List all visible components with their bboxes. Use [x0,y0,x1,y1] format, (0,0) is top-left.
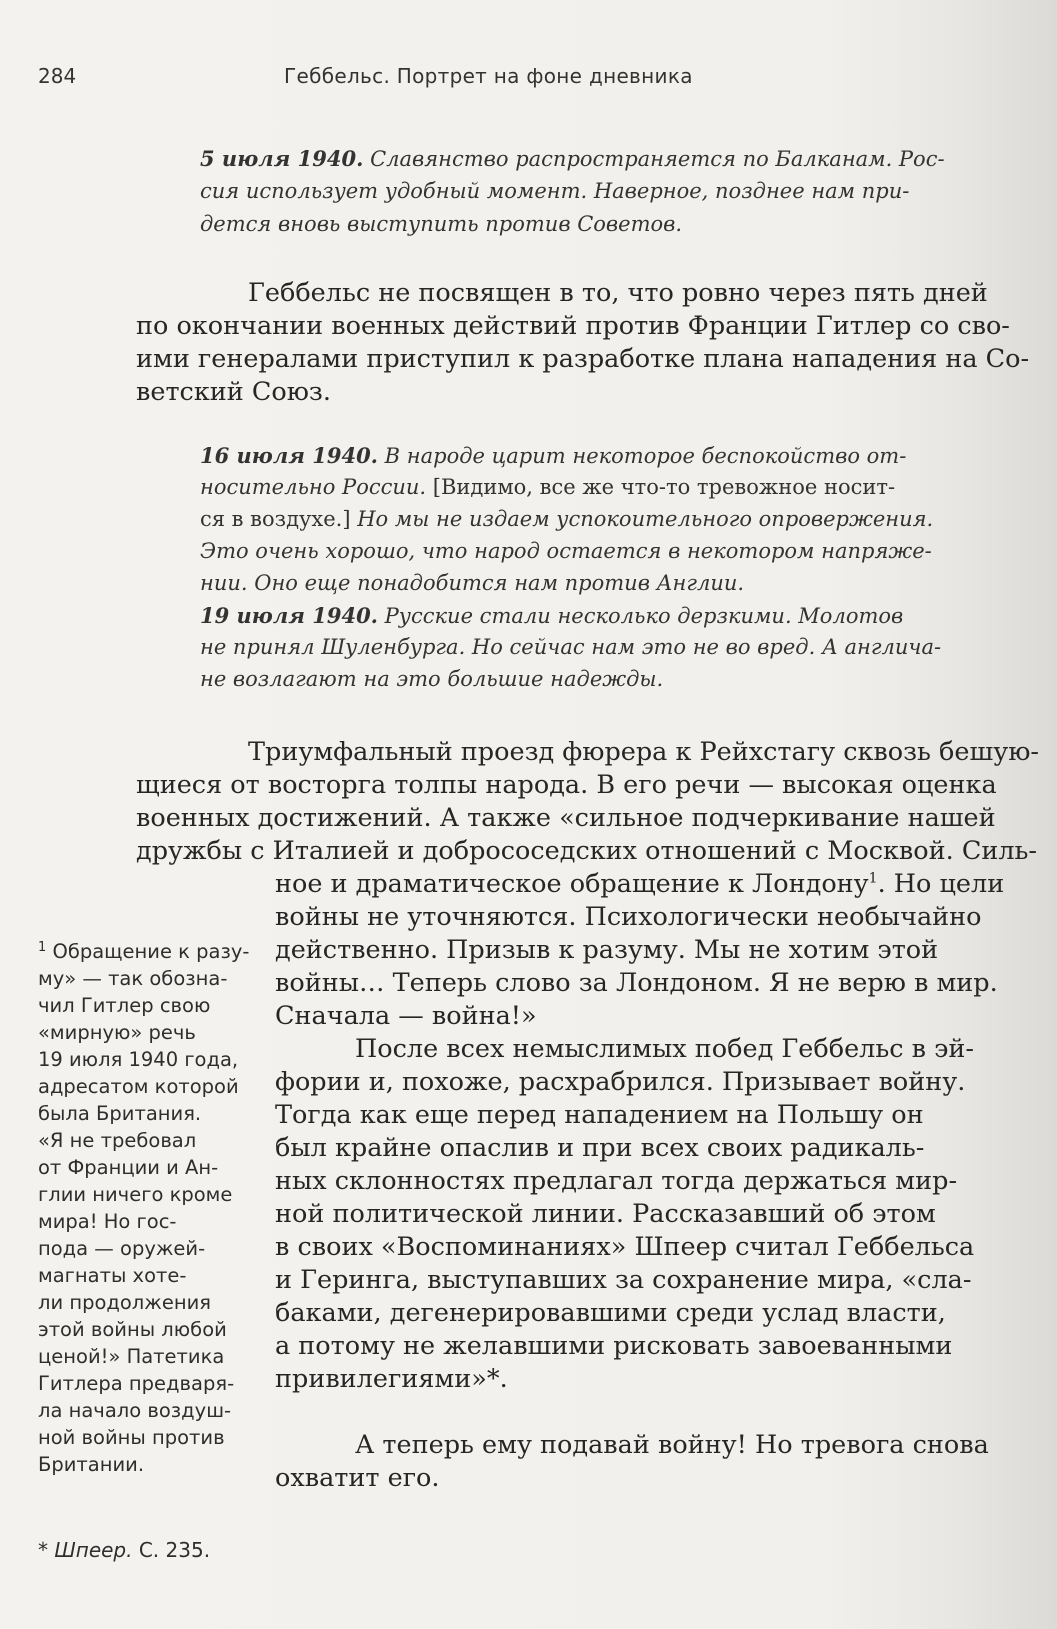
quote-text: носительно России. [200,475,433,499]
text-line: и Геринга, выступавших за сохранение мира, «сла- [275,1265,972,1295]
text-line: баками, дегенерировавшими среди услад власти, [275,1298,946,1328]
footnote-text: Обращение к разу- [46,940,250,963]
footnote-line: адресатом которой [38,1075,239,1098]
quote-text: Но мы не издаем успокоительного опровержения. [357,507,934,531]
footnote-ref: 1 [868,870,878,887]
quote-line: не принял Шуленбурга. Но сейчас нам это не во вред. А англича- [200,635,942,659]
editor-insert: ся в воздухе.] [200,507,358,531]
text-line: в своих «Воспоминаниях» Шпеер считал Геббельса [275,1232,975,1262]
footnote-line: пода — оружей- [38,1237,206,1260]
text-line: дружбы с Италией и добрососедских отношений с Москвой. Силь- [136,836,1038,866]
text-line: Сначала — война!» [275,1001,537,1031]
footnote-marker: 1 [38,940,47,955]
text-line: ветский Союз. [136,377,331,407]
text-line: Триумфальный проезд фюрера к Рейхстагу сквозь бешую- [248,737,1040,767]
footnote-line: 19 июля 1940 года, [38,1048,239,1071]
quote-line: сия использует удобный момент. Наверное, позднее нам при- [200,179,910,203]
editor-insert: [Видимо, все же что-то тревожное носит- [432,475,896,499]
text-line: щиеся от восторга толпы народа. В его речи — высокая оценка [136,770,997,800]
text-line: по окончании военных действий против Франции Гитлер со сво- [136,311,1010,341]
footnote-line: была Британия. [38,1102,202,1125]
text-line: действенно. Призыв к разуму. Мы не хотим этой [275,935,939,965]
text-line: ной политической линии. Рассказавший об этом [275,1199,936,1229]
quote-text: Русские стали несколько дерзкими. Молотов [378,604,904,628]
footnote-line: ценой!» Патетика [38,1345,225,1368]
page-number: 284 [38,64,77,88]
footnote-line: Британии. [38,1453,145,1476]
text-line: фории и, похоже, расхрабрился. Призывает войну. [275,1067,966,1097]
text-line [275,869,1004,899]
text-segment: ное и драматическое обращение к Лондону [275,869,869,899]
text-line: Геббельс не посвящен в то, что ровно через пять дней [248,278,988,308]
text-line: военных достижений. А также «сильное подчеркивание нашей [136,803,996,833]
footnote-line: этой войны любой [38,1318,227,1341]
footnote-line: глии ничего кроме [38,1183,233,1206]
footnote-line: «мирную» речь [38,1021,196,1044]
footnote-line: чил Гитлер свою [38,994,211,1017]
text-line: войны… Теперь слово за Лондоном. Я не верю в мир. [275,968,998,998]
diary-date: 19 июля 1940. [200,603,378,628]
text-segment: . Но цели [877,869,1005,899]
quote-line: Это очень хорошо, что народ остается в некотором напряже- [200,539,932,563]
text-line: ими генералами приступил к разработке плана нападения на Со- [136,344,1030,374]
footnote-line: магнаты хоте- [38,1264,187,1287]
text-line: а потому не желавшими рисковать завоеванными [275,1331,953,1361]
quote-line: не возлагают на это большие надежды. [200,667,664,691]
footnote-line: «Я не требовал [38,1129,197,1152]
text-line: войны не уточняются. Психологически необычайно [275,902,982,932]
footnote-line: му» — так обозна- [38,967,228,990]
text-line: был крайне опаслив и при всех своих радикаль- [275,1133,925,1163]
quote-line [200,507,933,531]
quote-text: Славянство распространяется по Балканам. Рос- [363,147,945,171]
footnote-line: Гитлера предваря- [38,1372,235,1395]
text-line: охватит его. [275,1463,440,1493]
quote-line: нии. Оно еще понадобится нам против Англии. [200,571,745,595]
source-footnote [38,1538,210,1562]
text-line: привилегиями»*. [275,1364,508,1394]
source-author: * Шпеер. [38,1538,133,1562]
quote-line [200,443,906,468]
footnote-line: мира! Но гос- [38,1210,177,1233]
text-line: А теперь ему подавай войну! Но тревога снова [355,1430,989,1460]
running-title: Геббельс. Портрет на фоне дневника [284,64,693,88]
text-line: ных склонностях предлагал тогда держаться мир- [275,1166,958,1196]
quote-text: В народе царит некоторое беспокойство от- [378,444,907,468]
quote-line [200,603,903,628]
text-line: Тогда как еще перед нападением на Польшу он [275,1100,924,1130]
diary-date: 16 июля 1940. [200,443,378,468]
diary-date: 5 июля 1940. [200,146,364,171]
quote-line: дется вновь выступить против Советов. [200,212,683,236]
footnote-line: ной войны против [38,1426,225,1449]
source-page: С. 235. [132,1538,211,1562]
footnote-line [38,940,249,963]
footnote-line: от Франции и Ан- [38,1156,219,1179]
quote-line [200,475,895,499]
quote-line [200,146,945,171]
footnote-line: ла начало воздуш- [38,1399,232,1422]
text-line: После всех немыслимых побед Геббельс в эй- [355,1034,974,1064]
footnote-line: ли продолжения [38,1291,211,1314]
